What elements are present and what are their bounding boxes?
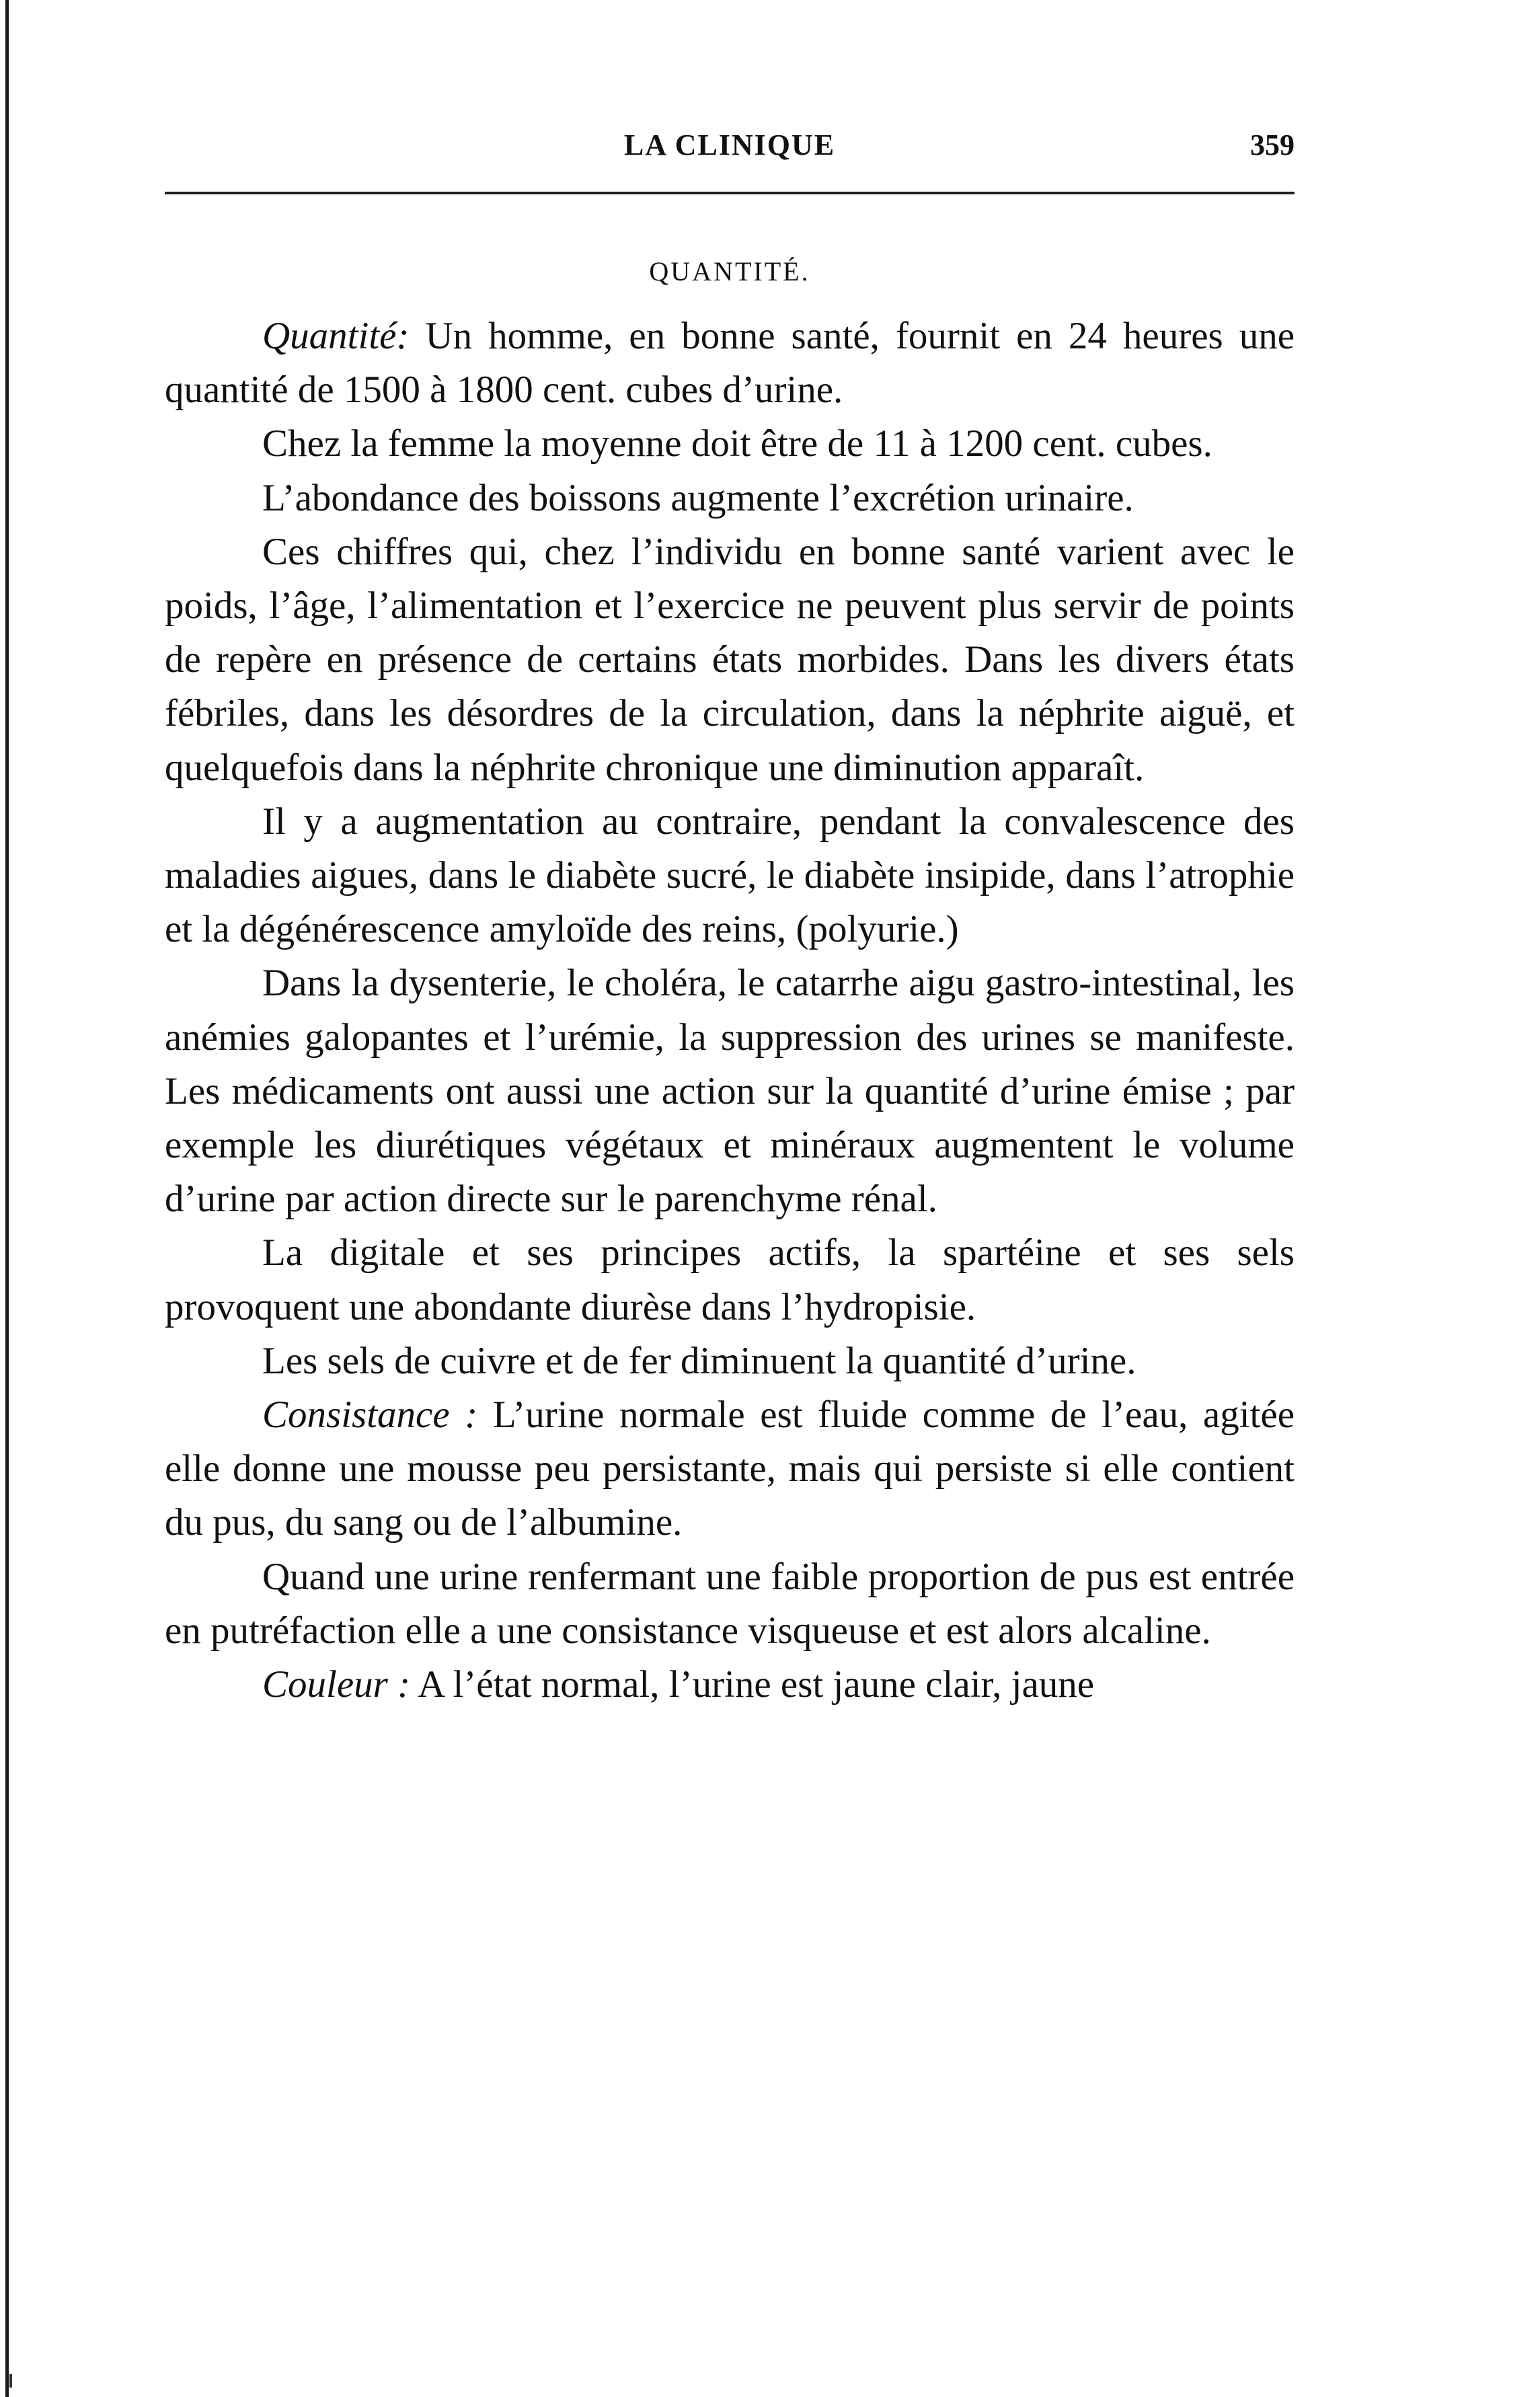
term-consistance: Consistance : — [262, 1394, 478, 1437]
paragraph-text: Quand une urine renfermant une faible proportion de pus est entrée en putréfaction elle a une consistance visqueuse et est alors alcaline. — [165, 1555, 1295, 1652]
paragraph-text: L’urine normale est fluide comme de l’eau, agitée elle donne une mousse peu persistante, mais qui persiste si elle contient du pus, du sang ou de l’albumine. — [165, 1394, 1295, 1544]
paragraph — [165, 1226, 1295, 1334]
paragraph-text: Chez la femme la moyenne doit être de 11 à 1200 cent. cubes. — [262, 422, 1212, 465]
paragraph — [165, 956, 1295, 1226]
page-header — [165, 128, 1295, 182]
paragraph-text: A l’état normal, l’urine est jaune clair, jaune — [410, 1663, 1095, 1706]
paragraph — [165, 471, 1295, 525]
page-binding-edge — [5, 0, 9, 2397]
margin-mark — [9, 2374, 12, 2388]
paragraph-text: Les sels de cuivre et de fer diminuent la quantité d’urine. — [262, 1339, 1137, 1382]
paragraph-couleur — [165, 1658, 1295, 1712]
paragraph-consistance — [165, 1388, 1295, 1550]
page-number: 359 — [1250, 128, 1295, 161]
header-rule — [165, 192, 1295, 194]
running-title: LA CLINIQUE — [623, 128, 836, 161]
paragraph — [165, 417, 1295, 471]
paragraph-text: Dans la dysenterie, le choléra, le catarrhe aigu gastro-intestinal, les anémies galopantes et l’urémie, la suppression des urines se manifeste. Les médicaments ont aussi une action sur la quantité d’urine émise ; par exemple les diurétiques végétaux et minéraux augmentent le volume d’urine par action directe sur le parenchyme rénal. — [165, 962, 1295, 1221]
paragraph — [165, 525, 1295, 795]
paragraph — [165, 795, 1295, 957]
paragraph-text: L’abondance des boissons augmente l’excrétion urinaire. — [262, 476, 1134, 519]
term-couleur: Couleur : — [262, 1663, 411, 1706]
term-quantite: Quantité: — [262, 315, 410, 357]
paragraph-text: Ces chiffres qui, chez l’individu en bonne santé varient avec le poids, l’âge, l’alimentation et l’exercice ne peuvent plus servir de points de repère en présence de certains états morbides. Dans les divers états fébriles, dans les désordres de la circulation, dans la néphrite aiguë, et quelquefois dans la néphrite chronique une diminution apparaît. — [165, 530, 1295, 789]
paragraph-text: Il y a augmentation au contraire, pendant la convalescence des maladies aigues, dans le diabète sucré, le diabète insipide, dans l’atrophie et la dégénérescence amyloïde des reins, (polyurie.) — [165, 800, 1295, 951]
paragraph-quantite — [165, 309, 1295, 417]
paragraph — [165, 1550, 1295, 1658]
body-text — [165, 309, 1295, 1712]
paragraph — [165, 1334, 1295, 1388]
section-heading: QUANTITÉ. — [649, 256, 810, 287]
paragraph-text: La digitale et ses principes actifs, la spartéine et ses sels provoquent une abondante diurèse dans l’hydropisie. — [165, 1231, 1295, 1328]
paragraph-text: Un homme, en bonne santé, fournit en 24 heures une quantité de 1500 à 1800 cent. cubes d’urine. — [165, 315, 1295, 412]
